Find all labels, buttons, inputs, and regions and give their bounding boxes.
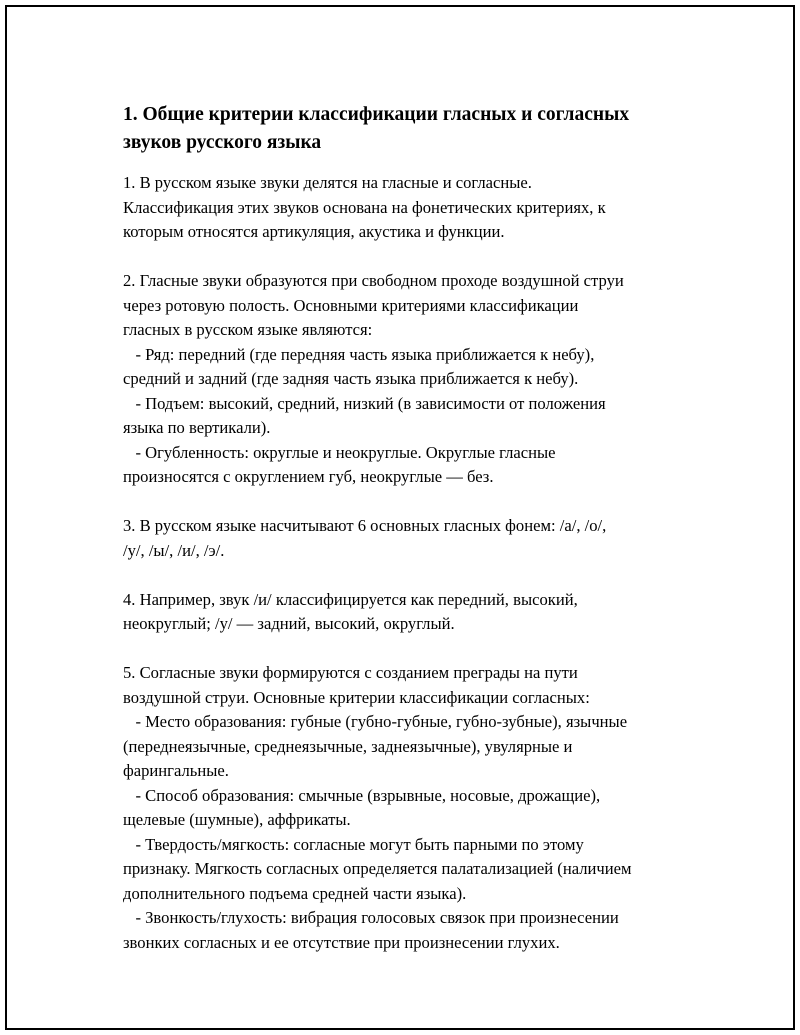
list-item-line: - Твердость/мягкость: согласные могут быть парными по этому <box>123 834 584 854</box>
text-line: гласных в русском языке являются: <box>123 320 373 339</box>
text-line: 4. Например, звук /и/ классифицируется как передний, высокий, <box>123 589 578 609</box>
paragraph-3 <box>123 514 703 563</box>
list-item-line: - Ряд: передний (где передняя часть языка приближается к небу), <box>123 344 595 364</box>
text-line: которым относятся артикуляция, акустика и функции. <box>123 222 505 241</box>
text-line: звонких согласных и ее отсутствие при произнесении глухих. <box>123 932 560 952</box>
paragraph-2 <box>123 269 703 490</box>
list-item-line: - Звонкость/глухость: вибрация голосовых связок при произнесении <box>123 908 619 927</box>
document-body <box>123 101 703 980</box>
text-line: 1. В русском языке звуки делятся на гласные и согласные. <box>123 173 532 192</box>
text-line: языка по вертикали). <box>123 418 271 437</box>
text-line: 2. Гласные звуки образуются при свободном проходе воздушной струи <box>123 271 624 290</box>
text-line: /у/, /ы/, /и/, /э/. <box>123 540 225 560</box>
paragraph-5 <box>123 661 703 955</box>
text-line: дополнительного подъема средней части языка). <box>123 883 467 903</box>
text-line: 3. В русском языке насчитывают 6 основных гласных фонем: /а/, /о/, <box>123 516 607 535</box>
list-item-line: - Подъем: высокий, средний, низкий (в зависимости от положения <box>123 393 606 413</box>
title-line: звуков русского языка <box>123 132 322 153</box>
text-line: 5. Согласные звуки формируются с созданием преграды на пути <box>123 663 578 682</box>
list-item-line: - Огубленность: округлые и неокруглые. Округлые гласные <box>123 442 556 462</box>
page-border <box>5 5 795 1030</box>
text-line: фарингальные. <box>123 761 229 780</box>
title-line: 1. Общие критерии классификации гласных и согласных <box>123 104 630 125</box>
text-line: воздушной струи. Основные критерии классификации согласных: <box>123 687 590 707</box>
text-line: признаку. Мягкость согласных определяется палатализацией (наличием <box>123 859 632 878</box>
text-line: через ротовую полость. Основными критериями классификации <box>123 295 579 315</box>
list-item-line: - Место образования: губные (губно-губные, губно-зубные), язычные <box>123 712 628 731</box>
paragraph-4 <box>123 588 703 637</box>
text-line: произносятся с округлением губ, неокруглые — без. <box>123 467 494 486</box>
text-line: (переднеязычные, среднеязычные, заднеязычные), увулярные и <box>123 736 573 756</box>
text-line: средний и задний (где задняя часть языка приближается к небу). <box>123 369 579 388</box>
paragraph-1 <box>123 171 703 245</box>
text-line: Классификация этих звуков основана на фонетических критериях, к <box>123 197 606 217</box>
list-item-line: - Способ образования: смычные (взрывные, носовые, дрожащие), <box>123 785 601 805</box>
text-line: неокруглый; /у/ — задний, высокий, округлый. <box>123 614 455 633</box>
section-title <box>123 101 703 157</box>
text-line: щелевые (шумные), аффрикаты. <box>123 810 351 829</box>
